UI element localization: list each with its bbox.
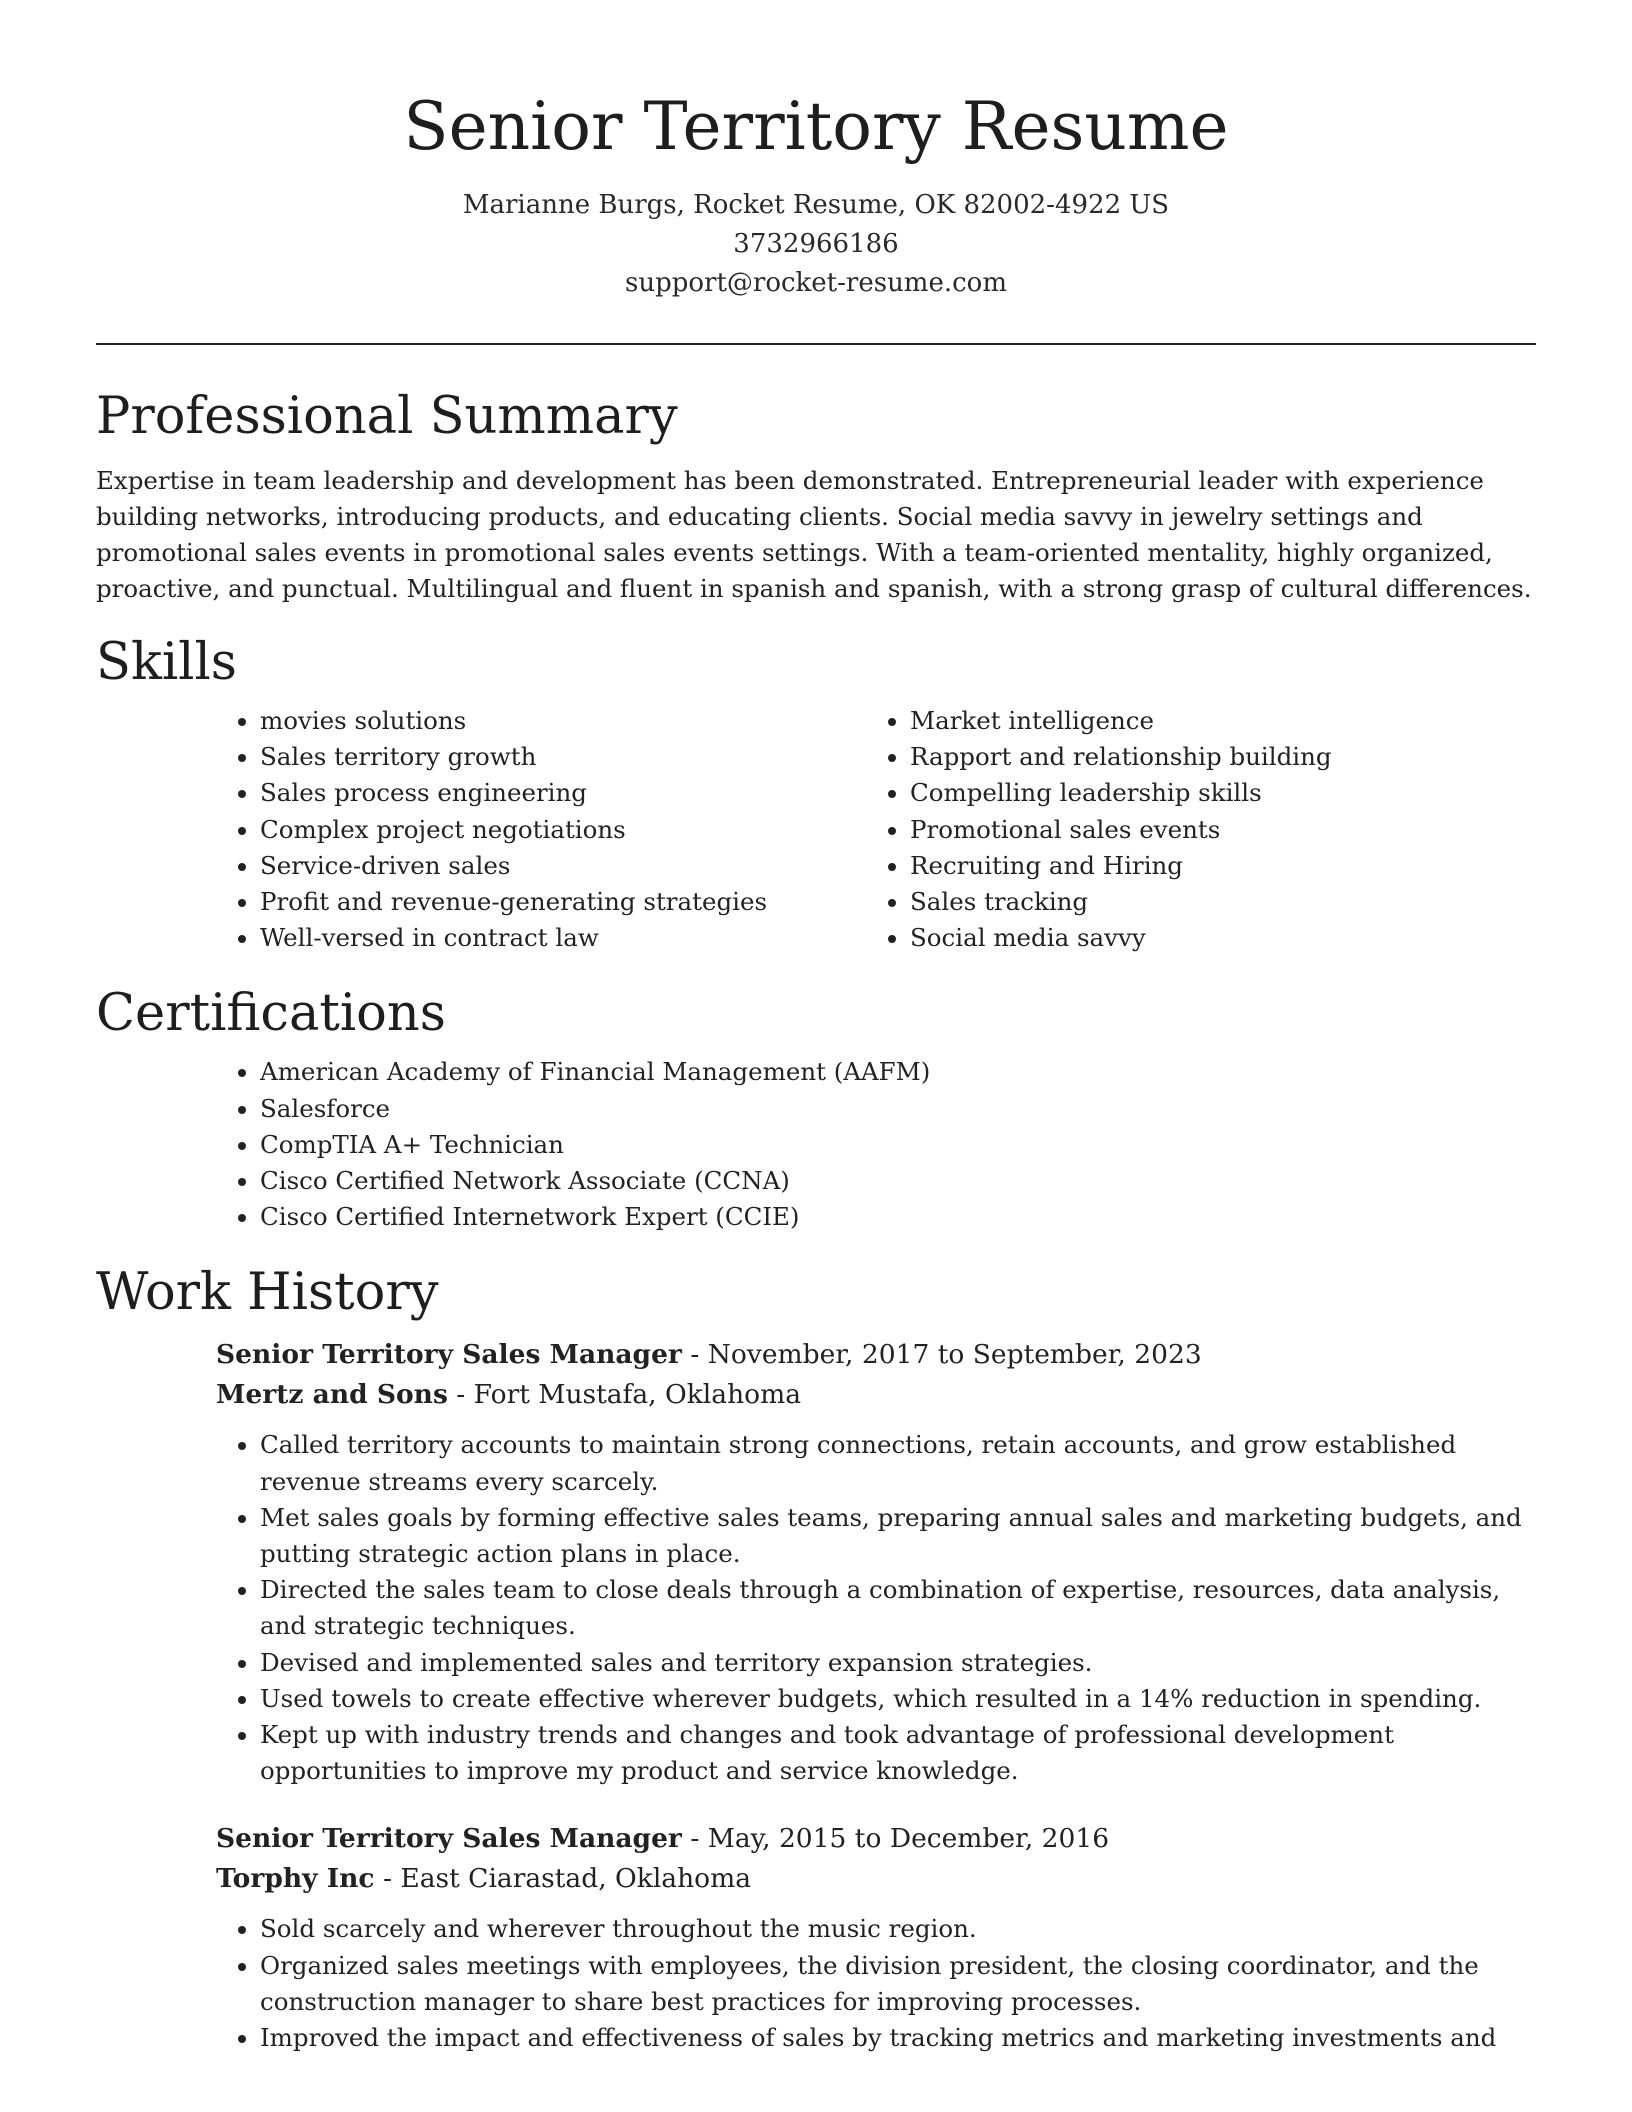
resume-title: Senior Territory Resume [403,88,1229,165]
skill-item: • Complex project negotiations [260,812,866,848]
job-role: Senior Territory Sales Manager [216,1823,682,1855]
job-company: Torphy Inc [216,1863,375,1895]
summary-text: Expertise in team leadership and development has been demonstrated. Entrepreneurial leader with experience building networks, introducing products, and educating clients. Social media savvy in jewelry settings and promotional sales events in promotional sales events settings. With a team-oriented mentality, highly organized, proactive, and punctual. Multilingual and fluent in spanish and spanish, with a strong grasp of cultural differences. [96,466,1532,603]
skill-item: • Rapport and relationship building [910,739,1516,775]
skill-item: • Social media savvy [910,920,1516,956]
job-bullet: • Met sales goals by forming effective sales teams, preparing annual sales and marketing budgets, and putting strategic action plans in place. [260,1500,1536,1572]
job-bullet: • Improved the impact and effectiveness of sales by tracking metrics and marketing investments and [260,2020,1536,2056]
job-title-line [216,1335,1536,1375]
job-bullet: • Used towels to create effective wherever budgets, which resulted in a 14% reduction in spending. [260,1681,1536,1717]
skill-item: • Sales tracking [910,884,1516,920]
skills-section [96,631,1536,956]
job-company-line [216,1375,1536,1415]
header-divider [96,343,1536,345]
job-entry [216,1335,1536,1789]
certifications-heading: Certifications [96,984,446,1044]
job-company: Mertz and Sons [216,1379,448,1411]
resume-header [96,0,1536,303]
job-company-line [216,1859,1536,1899]
job-dates: - November, 2017 to September, 2023 [681,1339,1202,1371]
job-bullets [216,1911,1536,2056]
job-bullet: • Sold scarcely and wherever throughout the music region. [260,1911,1536,1947]
certification-item: • Cisco Certified Internetwork Expert (CCIE) [260,1199,1536,1235]
contact-block [96,186,1536,303]
skill-item: • Market intelligence [910,703,1516,739]
work-history-heading: Work History [96,1263,439,1323]
skill-item: • movies solutions [260,703,866,739]
skills-grid [216,703,1536,956]
job-title-line [216,1819,1536,1859]
skill-item: • Sales process engineering [260,775,866,811]
summary-heading: Professional Summary [96,387,678,446]
certification-item: • CompTIA A+ Technician [260,1127,1536,1163]
skill-item: • Service-driven sales [260,848,866,884]
job-bullet: • Called territory accounts to maintain strong connections, retain accounts, and grow established revenue streams every scarcely. [260,1427,1536,1499]
skill-item: • Recruiting and Hiring [910,848,1516,884]
skills-column-left [216,703,866,956]
skill-item: • Promotional sales events [910,812,1516,848]
skills-heading: Skills [96,633,237,692]
work-history-section [96,1261,1536,2056]
job-role: Senior Territory Sales Manager [216,1339,682,1371]
contact-address: Marianne Burgs, Rocket Resume, OK 82002-4922 US [462,190,1170,220]
job-entry [216,1819,1536,2056]
job-bullet: • Devised and implemented sales and territory expansion strategies. [260,1645,1536,1681]
job-bullet: • Organized sales meetings with employees, the division president, the closing coordinator, and the construction manager to share best practices for improving processes. [260,1948,1536,2020]
summary-section [96,385,1536,607]
job-bullets [216,1427,1536,1789]
job-bullet: • Kept up with industry trends and changes and took advantage of professional development opportunities to improve my product and service knowledge. [260,1717,1536,1789]
contact-phone: 3732966186 [733,229,899,259]
certification-item: • American Academy of Financial Management (AAFM) [260,1054,1536,1090]
resume-page [96,0,1536,2056]
skill-item: • Sales territory growth [260,739,866,775]
job-bullet: • Directed the sales team to close deals through a combination of expertise, resources, data analysis, and strategic techniques. [260,1572,1536,1644]
contact-email: support@rocket-resume.com [624,268,1007,298]
certifications-section [96,982,1536,1235]
skill-item: • Well-versed in contract law [260,920,866,956]
skill-item: • Profit and revenue-generating strategies [260,884,866,920]
job-location: - East Ciarastad, Oklahoma [374,1863,752,1895]
job-location: - Fort Mustafa, Oklahoma [447,1379,802,1411]
certifications-list [216,1054,1536,1235]
certification-item: • Salesforce [260,1091,1536,1127]
job-dates: - May, 2015 to December, 2016 [681,1823,1110,1855]
skills-column-right [866,703,1516,956]
skill-item: • Compelling leadership skills [910,775,1516,811]
certification-item: • Cisco Certified Network Associate (CCNA) [260,1163,1536,1199]
